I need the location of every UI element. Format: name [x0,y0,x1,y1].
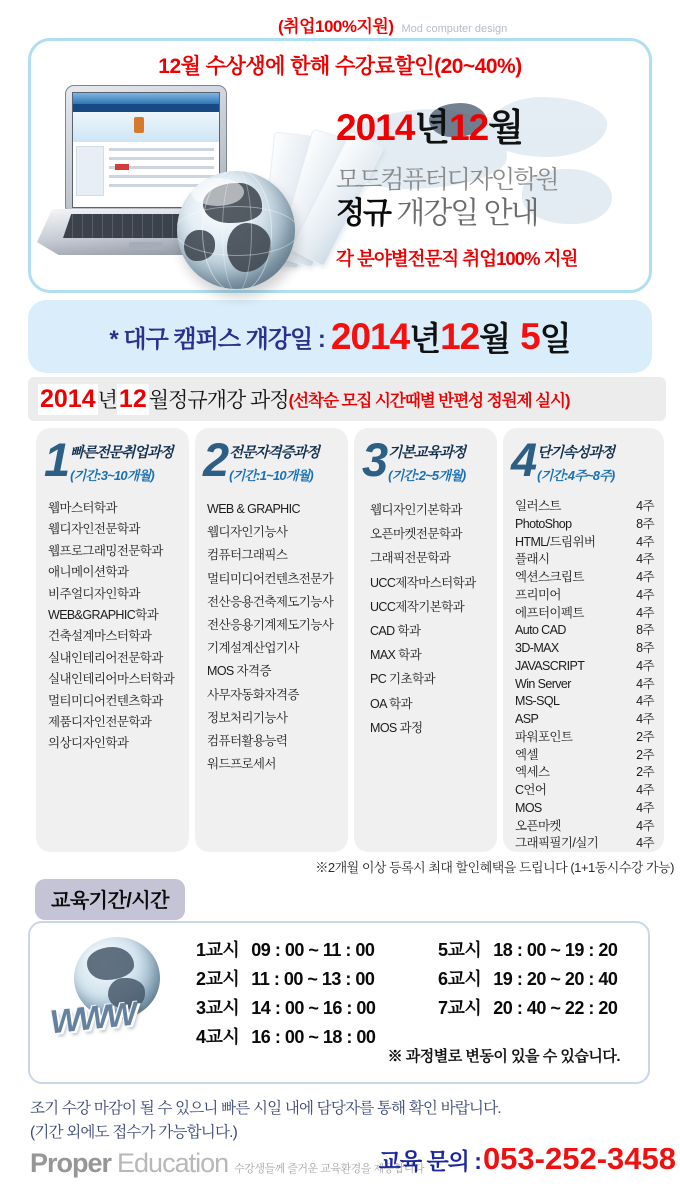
course-name: 엑셀 [515,747,538,762]
course-item [515,551,654,569]
course-item [366,643,487,667]
campus-day-suffix: 일 [539,320,571,357]
course-name: 플래시 [515,552,550,567]
course-name: 엑세스 [515,765,550,780]
card-3-title: 기본교육과정 [388,445,465,461]
logo-tagline: 수강생들께 즐거운 교육환경을 제공합니다 [234,1163,425,1175]
course-section-header [28,377,666,421]
hero-month: 12 [449,107,489,148]
course-cards [36,428,664,852]
brand-text: Mod computer design [401,23,508,35]
schedule-section-badge: 교육기간/시간 [35,879,185,920]
course-name: 실내인테리어전문학과 [48,650,163,665]
course-item [515,587,654,605]
discount-title: 12월 수상생에 한해 수강료할인(20~40%) [158,55,522,78]
course-item [48,669,179,690]
course-name: 애니메이션학과 [48,565,129,580]
campus-open-date-banner [28,300,652,373]
course-card-4 [503,428,664,852]
card-2-course-list [203,498,340,776]
hero-text-block [336,109,648,271]
course-name: 파워포인트 [515,729,573,744]
course-name: HTML/드림위버 [515,534,596,549]
course-item [48,519,179,540]
schedule-row [196,994,438,1023]
schedule-row [438,965,617,994]
class-time: 14 : 00 ~ 16 : 00 [251,998,376,1018]
course-item [48,691,179,712]
course-duration: 4주 [636,818,654,833]
course-duration: 4주 [636,499,654,513]
hero-year: 2014 [336,107,415,148]
footer-notice-2: (기간 외에도 접수가 가능합니다.) [30,1124,237,1141]
course-name: OA 학과 [370,696,412,711]
course-item [207,544,338,567]
course-item [48,648,179,669]
course-duration: 8주 [636,623,654,638]
course-name: 3D-MAX [515,641,559,655]
course-item [207,660,338,683]
course-item [48,733,179,754]
class-time: 09 : 00 ~ 11 : 00 [251,940,375,960]
course-item [515,676,654,694]
course-item [207,568,338,591]
www-globe-illustration [44,935,184,1065]
course-item [366,571,487,595]
course-item [207,521,338,544]
course-duration: 4주 [636,658,654,673]
course-name: MOS 자격증 [207,664,271,679]
course-duration: 8주 [636,516,654,531]
class-period: 2교시 [196,969,240,989]
course-name: 전산응용건축제도기능사 [207,594,334,609]
course-name: 컴퓨터활용능력 [207,734,288,749]
course-duration: 4주 [636,534,654,549]
card-4-header [511,433,656,486]
course-item [515,605,654,623]
schedule-row [196,936,438,965]
course-item [207,498,338,521]
course-item [515,764,654,782]
course-item [207,753,338,776]
footer-notice-1: 조기 수강 마감이 될 수 있으니 빠른 시일 내에 담당자를 통해 확인 바랍니다. [30,1100,501,1117]
www-globe-label: WWW [48,994,137,1041]
class-period: 4교시 [196,1027,240,1047]
hero-subtitle [336,197,648,231]
hero-subtitle-bold: 정규 [336,197,390,230]
website-accent [115,164,129,170]
registration-discount-note: ※2개월 이상 등록시 최대 할인혜택을 드립니다 (1+1동시수강 가능) [315,860,674,875]
course-item [515,640,654,658]
course-name: ASP [515,712,539,726]
course-item [515,534,654,552]
course-item [48,584,179,605]
section-paren-note: (선착순 모집 시간때별 반편성 정원제 실시) [288,392,570,410]
course-duration: 2주 [636,729,654,744]
course-duration: 4주 [636,836,654,851]
course-name: 일러스트 [515,499,561,513]
hero-year-suffix: 년 [414,107,450,148]
course-item [515,711,654,729]
card-4-title: 단기속성과정 [537,445,614,461]
website-header-bar [73,93,219,104]
course-item [48,562,179,583]
course-name: WEB & GRAPHIC [207,502,300,516]
globe-continent [87,947,134,980]
course-name: C언어 [515,783,547,797]
course-duration: 4주 [636,552,654,567]
course-name: 엑션스크립트 [515,570,584,584]
course-name: PC 기초학과 [370,672,435,687]
class-time: 11 : 00 ~ 13 : 00 [251,969,375,989]
globe-grid-line [177,206,295,255]
course-item [207,614,338,637]
course-name: 그래픽전문학과 [370,551,451,566]
course-item [366,692,487,716]
card-4-period: (기간:4주~8주) [537,468,615,483]
course-name: UCC제작마스터학과 [370,575,476,590]
course-item [366,522,487,546]
course-name: 멀티미디어컨텐츠학과 [48,693,163,708]
schedule-variation-note: ※ 과정별로 변동이 있을 수 있습니다. [387,1048,620,1065]
course-item [515,800,654,818]
course-name: 에프터이펙트 [515,605,584,620]
course-card-2 [195,428,348,852]
course-item [207,707,338,730]
course-item [207,730,338,753]
section-month: 12 [118,384,147,413]
course-name: 건축설계마스터학과 [48,629,152,644]
course-name: MOS [515,800,542,815]
course-name: 정보처리기능사 [207,710,288,725]
schedule-box [28,921,650,1084]
course-duration: 4주 [636,605,654,620]
course-item [366,595,487,619]
course-name: 웹마스터학과 [48,501,117,515]
card-3-period: (기간:2~5개월) [388,468,466,483]
course-name: WEB&GRAPHIC학과 [48,608,159,623]
course-name: UCC제작기본학과 [370,599,465,614]
card-3-header [362,433,489,486]
contact-block [379,1141,676,1177]
schedule-columns [196,936,617,1052]
schedule-right-column [438,936,617,1052]
course-item [515,569,654,587]
course-duration: 4주 [636,783,654,797]
top-header [278,12,507,37]
course-name: 전산응용기계제도기능사 [207,618,334,633]
class-period: 5교시 [438,940,482,960]
campus-month: 12 [440,315,480,357]
academy-name: 모드컴퓨터디자인학원 [336,166,558,194]
course-name: 멀티미디어컨텐츠전문가 [207,571,334,586]
course-name: 웹디자인기본학과 [370,503,462,517]
course-name: 실내인테리어마스터학과 [48,672,175,687]
course-name: Win Server [515,676,571,691]
website-nav-bar [73,104,219,112]
class-time: 18 : 00 ~ 19 : 20 [493,940,618,960]
course-item [515,835,654,853]
course-card-1 [36,428,189,852]
card-3-course-list [362,498,489,740]
hero-subtitle-rest: 개강일 안내 [389,197,538,230]
campus-year: 2014 [330,315,410,357]
card-4-course-list [511,498,656,853]
course-name: MAX 학과 [370,648,422,663]
class-period: 1교시 [196,940,240,960]
course-name: 사무자동화자격증 [207,687,299,702]
course-duration: 4주 [636,694,654,709]
card-3-number: 3 [362,433,386,486]
course-item [207,684,338,707]
card-2-title: 전문자격증과정 [229,445,319,461]
course-card-3 [354,428,497,852]
course-name: 웹디자인기능사 [207,525,288,540]
campus-banner-prefix: * 대구 캠퍼스 개강일 : [109,326,325,353]
course-duration: 4주 [636,676,654,691]
proper-education-logo [30,1148,424,1179]
course-item [515,818,654,836]
campus-year-suffix: 년 [409,320,441,357]
hero-month-suffix: 월 [488,107,523,148]
course-item [515,658,654,676]
course-item [48,498,179,519]
logo-light-text: Education [117,1148,229,1178]
course-name: 의상디자인학과 [48,736,129,751]
course-item [515,516,654,534]
course-name: 웹프로그래밍전문학과 [48,543,163,558]
card-2-period: (기간:1~10개월) [229,468,313,483]
course-name: 컴퓨터그래픽스 [207,548,288,563]
course-duration: 4주 [636,800,654,815]
logo-bold-text: Proper [30,1148,112,1178]
website-banner [73,112,219,142]
course-name: 웹디자인전문학과 [48,522,140,537]
schedule-row [438,994,617,1023]
card-2-number: 2 [203,433,227,486]
class-period: 6교시 [438,969,482,989]
schedule-left-column [196,936,438,1052]
card-2-header [203,433,340,486]
card-1-course-list [44,498,181,755]
course-item [515,747,654,765]
course-name: 프리미어 [515,587,561,602]
course-name: MOS 과정 [370,720,423,735]
course-item [366,619,487,643]
course-item [207,591,338,614]
course-duration: 8주 [636,641,654,655]
course-duration: 4주 [636,712,654,726]
class-time: 20 : 40 ~ 22 : 20 [493,998,618,1018]
course-name: JAVASCRIPT [515,658,585,673]
course-item [48,626,179,647]
course-item [515,622,654,640]
course-item [366,667,487,691]
section-year: 2014 [40,384,96,413]
schedule-row [438,936,617,965]
course-name: 워드프로세서 [207,757,276,772]
promo-box [28,38,652,293]
campus-day: 5 [520,315,540,357]
course-name: 기계설계산업기사 [207,641,299,656]
course-item [515,782,654,800]
course-duration: 2주 [636,765,654,780]
course-name: 비주얼디자인학과 [48,586,140,601]
course-item [366,546,487,570]
course-item [366,498,487,522]
hero-date [336,109,648,147]
card-1-number: 1 [44,433,68,486]
laptop-globe-illustration [37,85,337,285]
hero-support-line: 각 분야별전문직 취업100% 지원 [336,248,578,269]
course-name: CAD 학과 [370,624,421,639]
laptop-touchpad [129,242,163,250]
course-item [207,637,338,660]
contact-phone-number: 053-252-3458 [482,1141,676,1176]
course-name: 오픈마켓전문학과 [370,527,462,542]
section-title: 정규개강 과정 [168,389,289,412]
class-time: 19 : 20 ~ 20 : 40 [493,969,618,989]
section-year-suffix: 년 [97,389,117,412]
schedule-row [196,965,438,994]
card-1-period: (기간:3~10개월) [70,468,154,483]
course-item [48,712,179,733]
class-time: 16 : 00 ~ 18 : 00 [251,1027,376,1047]
campus-month-suffix: 월 [479,320,511,357]
course-item [366,716,487,740]
course-item [48,541,179,562]
course-item [515,729,654,747]
course-duration: 4주 [636,570,654,584]
course-item [515,498,654,516]
contact-label: 교육 문의 : [378,1148,481,1174]
class-period: 3교시 [196,998,240,1018]
course-name: 그래픽필기/실기 [515,836,599,851]
course-item [48,605,179,626]
course-name: 제품디자인전문학과 [48,715,152,730]
course-name: PhotoShop [515,516,572,531]
course-duration: 2주 [636,747,654,762]
course-name: MS-SQL [515,694,560,709]
website-sidebar [76,146,104,196]
card-4-number: 4 [511,433,535,486]
globe-illustration [177,171,295,289]
course-name: Auto CAD [515,623,566,638]
course-item [515,693,654,711]
card-1-header [44,433,181,486]
course-duration: 4주 [636,587,654,602]
class-period: 7교시 [438,998,482,1018]
employment-support-badge: (취업100%지원) [278,17,394,36]
section-month-suffix: 월 [148,389,169,412]
course-name: 오픈마켓 [515,818,561,833]
card-1-title: 빠른전문취업과정 [70,445,173,461]
